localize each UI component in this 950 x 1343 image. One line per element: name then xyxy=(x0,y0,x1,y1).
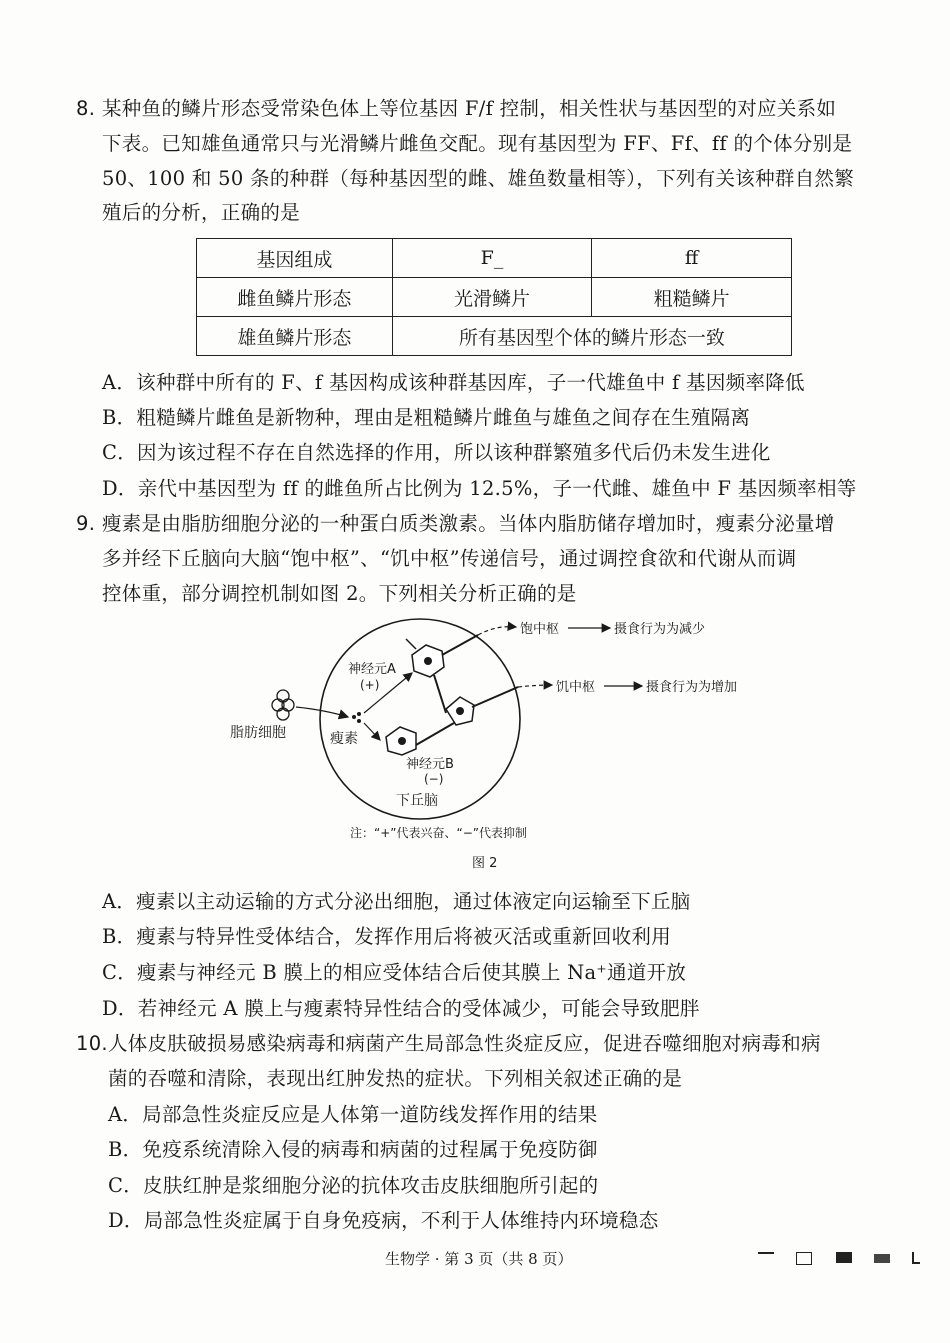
satiety-effect-label: 摄食行为为减少 xyxy=(614,622,706,637)
leptin-particles-icon xyxy=(352,712,361,723)
table-cell: 所有基因型个体的鳞片形态一致 xyxy=(392,317,791,356)
footer-page-number: 生物学 · 第 3 页（共 8 页） xyxy=(385,1250,573,1268)
satiety-signal-arrow xyxy=(478,627,516,635)
table-cell: 基因组成 xyxy=(197,239,393,278)
q8-stem-line-1: 某种鱼的鳞片形态受常染色体上等位基因 F/f 控制，相关性状与基因型的对应关系如 xyxy=(102,97,837,120)
table-cell: 雌鱼鳞片形态 xyxy=(197,278,393,317)
q8-option-b: B．粗糙鳞片雌鱼是新物种，理由是粗糙鳞片雌鱼与雄鱼之间存在生殖隔离 xyxy=(102,406,751,429)
q9-option-d: D．若神经元 A 膜上与瘦素特异性结合的受体减少，可能会导致肥胖 xyxy=(102,997,700,1020)
q9-option-a: A．瘦素以主动运输的方式分泌出细胞，通过体液定向运输至下丘脑 xyxy=(102,890,691,913)
scan-mark-icon xyxy=(874,1254,890,1263)
neuron-b-sign: (−) xyxy=(424,772,444,786)
scan-mark-icon xyxy=(758,1252,774,1264)
leptin-label: 瘦素 xyxy=(330,731,358,747)
fat-cell-icon xyxy=(272,690,294,720)
table-row xyxy=(197,278,792,317)
table-cell: 雄鱼鳞片形态 xyxy=(197,317,393,356)
hunger-center-label: 饥中枢 xyxy=(556,680,596,695)
satiety-center-label: 饱中枢 xyxy=(520,622,560,637)
q8-option-d: D．亲代中基因型为 ff 的雌鱼所占比例为 12.5%，子一代雌、雄鱼中 F 基因频率相等 xyxy=(102,477,857,500)
q10-option-d: D．局部急性炎症属于自身免疫病，不利于人体维持内环境稳态 xyxy=(108,1209,659,1232)
neuron-b-icon xyxy=(386,727,416,755)
q10-stem-line-1: 人体皮肤破损易感染病毒和病菌产生局部急性炎症反应，促进吞噬细胞对病毒和病 xyxy=(108,1032,821,1055)
scan-mark-icon xyxy=(836,1252,852,1263)
neuron-a-sign: (+) xyxy=(360,678,380,692)
table-row xyxy=(197,239,792,278)
genotype-phenotype-table xyxy=(196,238,792,356)
figure-note: 注：“+”代表兴奋、“−”代表抑制 xyxy=(350,826,527,840)
figure-caption: 图 2 xyxy=(472,856,498,871)
figure-2-leptin-diagram xyxy=(220,615,780,875)
q9-stem-line-1: 瘦素是由脂肪细胞分泌的一种蛋白质类激素。当体内脂肪储存增加时，瘦素分泌量增 xyxy=(102,512,835,535)
q8-stem-line-4: 殖后的分析，正确的是 xyxy=(102,201,301,224)
middle-neuron-icon xyxy=(416,687,518,745)
table-cell: 粗糙鳞片 xyxy=(592,278,792,317)
q9-option-c: C．瘦素与神经元 B 膜上的相应受体结合后使其膜上 Na⁺通道开放 xyxy=(102,961,687,984)
q8-number: 8. xyxy=(76,97,96,120)
q9-stem-line-2: 多并经下丘脑向大脑“饱中枢”、“饥中枢”传递信号，通过调控食欲和代谢从而调 xyxy=(102,547,797,570)
hunger-signal-arrow xyxy=(518,685,552,687)
q10-option-c: C．皮肤红肿是浆细胞分泌的抗体攻击皮肤细胞所引起的 xyxy=(108,1174,599,1197)
q10-number: 10. xyxy=(76,1032,108,1055)
q9-number: 9. xyxy=(76,512,96,535)
scan-mark-icon xyxy=(796,1252,812,1265)
table-cell: ff xyxy=(592,239,792,278)
q10-stem-line-2: 菌的吞噬和清除，表现出红肿发热的症状。下列相关叙述正确的是 xyxy=(108,1067,683,1090)
table-row xyxy=(197,317,792,356)
q8-stem-line-3: 50、100 和 50 条的种群（每种基因型的雌、雄鱼数量相等），下列有关该种群自然繁 xyxy=(102,167,855,190)
neuron-a-label: 神经元A xyxy=(348,662,396,677)
q9-stem-line-3: 控体重，部分调控机制如图 2。下列相关分析正确的是 xyxy=(102,582,577,605)
leptin-secretion-arrow xyxy=(296,707,348,717)
neuron-b-label: 神经元B xyxy=(406,757,454,772)
q8-stem-line-2: 下表。已知雄鱼通常只与光滑鳞片雌鱼交配。现有基因型为 FF、Ff、ff 的个体分别是 xyxy=(102,132,853,155)
table-cell: F_ xyxy=(392,239,592,278)
table-cell: 光滑鳞片 xyxy=(392,278,592,317)
q9-option-b: B．瘦素与特异性受体结合，发挥作用后将被灭活或重新回收利用 xyxy=(102,925,672,948)
fat-cell-label: 脂肪细胞 xyxy=(230,725,286,741)
leptin-to-neuron-b-arrow xyxy=(364,723,380,740)
q10-option-b: B．免疫系统清除入侵的病毒和病菌的过程属于免疫防御 xyxy=(108,1138,598,1161)
q8-option-c: C．因为该过程不存在自然选择的作用，所以该种群繁殖多代后仍未发生进化 xyxy=(102,441,771,464)
q8-option-a: A．该种群中所有的 F、f 基因构成该种群基因库，子一代雄鱼中 f 基因频率降低 xyxy=(102,371,805,394)
hunger-effect-label: 摄食行为为增加 xyxy=(646,680,738,695)
hypothalamus-label: 下丘脑 xyxy=(396,793,438,809)
q10-option-a: A．局部急性炎症反应是人体第一道防线发挥作用的结果 xyxy=(108,1103,598,1126)
scan-mark-icon xyxy=(912,1252,920,1264)
